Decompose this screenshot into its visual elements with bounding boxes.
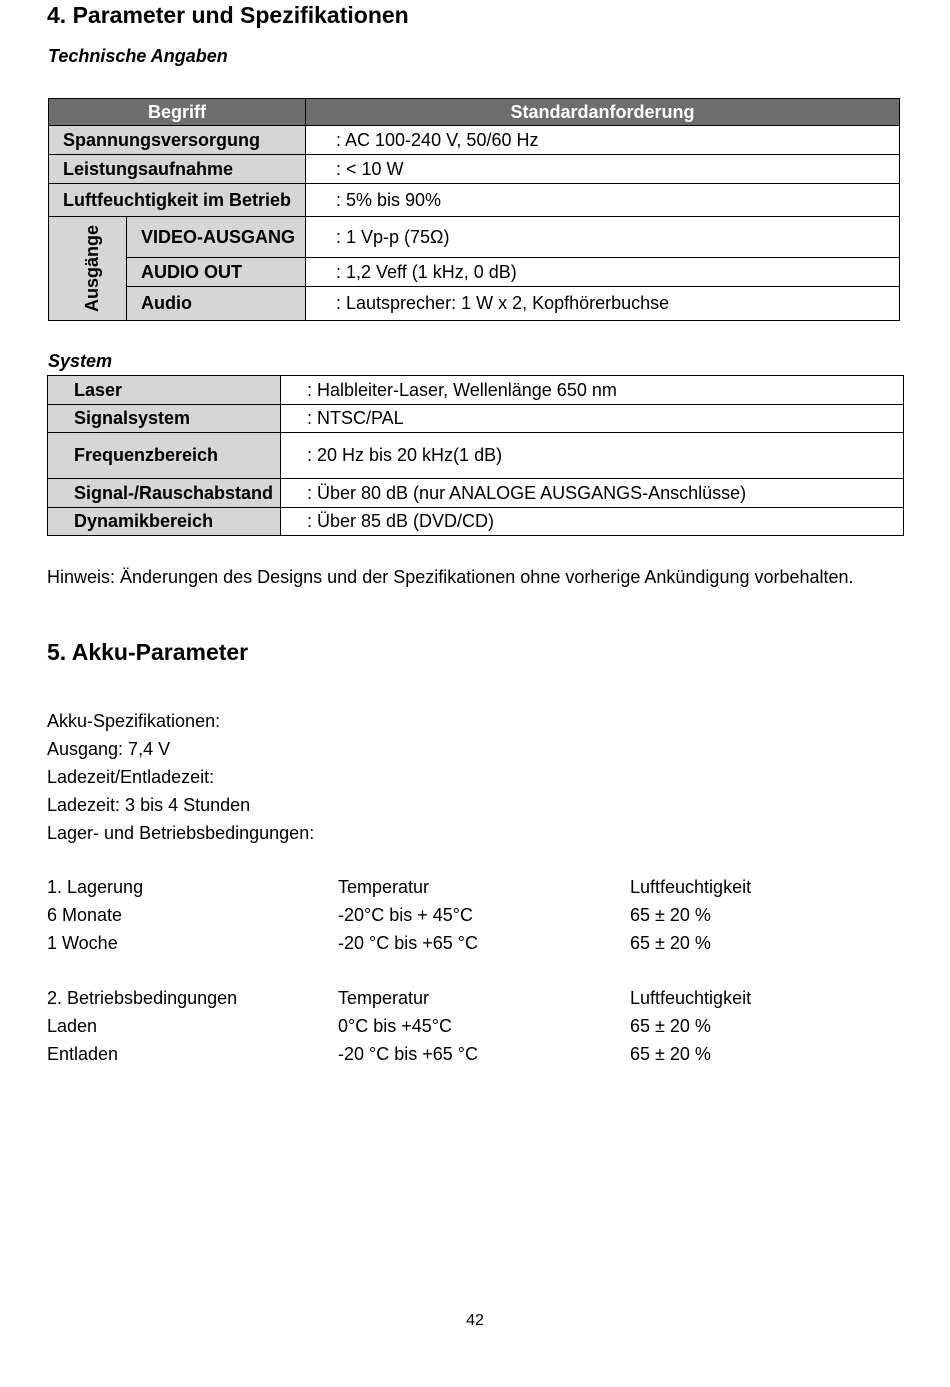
system-table bbox=[47, 375, 904, 536]
list-item bbox=[47, 873, 907, 901]
storage-cell: 1. Lagerung bbox=[47, 877, 144, 897]
column-header-requirement: Standardanforderung bbox=[306, 99, 900, 126]
column-header-term: Begriff bbox=[49, 99, 306, 126]
storage-conditions bbox=[47, 873, 907, 957]
row-term: Frequenzbereich bbox=[48, 433, 281, 479]
technical-data-heading: Technische Angaben bbox=[48, 46, 228, 66]
row-value: : 1 Vp-p (75Ω) bbox=[306, 217, 900, 258]
table-row bbox=[48, 376, 904, 405]
table-row bbox=[49, 184, 900, 217]
table-row bbox=[48, 508, 904, 536]
operation-cell: Entladen bbox=[47, 1044, 119, 1064]
operation-cell: Luftfeuchtigkeit bbox=[630, 988, 752, 1008]
storage-cell: 65 ± 20 % bbox=[630, 933, 711, 953]
row-term: Laser bbox=[48, 376, 281, 405]
table-row bbox=[48, 433, 904, 479]
row-term: Spannungsversorgung bbox=[49, 126, 306, 155]
table-row bbox=[48, 479, 904, 508]
table-row bbox=[49, 155, 900, 184]
battery-spec-line: Ladezeit: 3 bis 4 Stunden bbox=[47, 795, 251, 815]
list-item bbox=[47, 984, 907, 1012]
battery-spec-line: Akku-Spezifikationen: bbox=[47, 711, 221, 731]
row-value: : Halbleiter-Laser, Wellenlänge 650 nm bbox=[281, 376, 904, 405]
storage-cell: 65 ± 20 % bbox=[630, 905, 711, 925]
row-value: : AC 100-240 V, 50/60 Hz bbox=[306, 126, 900, 155]
list-item bbox=[47, 1040, 907, 1068]
storage-cell: Luftfeuchtigkeit bbox=[630, 877, 752, 897]
technical-data-table bbox=[48, 98, 900, 321]
storage-cell: -20°C bis + 45°C bbox=[338, 905, 473, 925]
battery-spec-line: Ladezeit/Entladezeit: bbox=[47, 767, 215, 787]
operating-conditions bbox=[47, 984, 907, 1068]
storage-cell: Temperatur bbox=[338, 877, 430, 897]
operation-cell: -20 °C bis +65 °C bbox=[338, 1044, 478, 1064]
row-value: : Über 80 dB (nur ANALOGE AUSGANGS-Anschlüsse) bbox=[281, 479, 904, 508]
storage-cell: 1 Woche bbox=[47, 933, 118, 953]
operation-cell: 0°C bis +45°C bbox=[338, 1016, 452, 1036]
outputs-group-text: Ausgänge bbox=[82, 224, 103, 313]
battery-spec-line: Ausgang: 7,4 V bbox=[47, 739, 171, 759]
storage-cell: 6 Monate bbox=[47, 905, 123, 925]
row-value: : < 10 W bbox=[306, 155, 900, 184]
battery-spec-line: Lager- und Betriebsbedingungen: bbox=[47, 823, 315, 843]
storage-cell: -20 °C bis +65 °C bbox=[338, 933, 478, 953]
row-value: : Über 85 dB (DVD/CD) bbox=[281, 508, 904, 536]
table-row bbox=[49, 126, 900, 155]
operation-cell: 2. Betriebsbedingungen bbox=[47, 988, 238, 1008]
section-4-heading: 4. Parameter und Spezifikationen bbox=[47, 2, 409, 28]
table-row bbox=[49, 217, 900, 258]
row-term: Luftfeuchtigkeit im Betrieb bbox=[49, 184, 306, 217]
operation-cell: 65 ± 20 % bbox=[630, 1016, 711, 1036]
list-item bbox=[47, 929, 907, 957]
row-value: : NTSC/PAL bbox=[281, 405, 904, 433]
row-value: : 1,2 Veff (1 kHz, 0 dB) bbox=[306, 258, 900, 287]
row-value: : 5% bis 90% bbox=[306, 184, 900, 217]
row-term: Dynamikbereich bbox=[48, 508, 281, 536]
page-number: 42 bbox=[466, 1312, 484, 1329]
row-value: : 20 Hz bis 20 kHz(1 dB) bbox=[281, 433, 904, 479]
row-term: AUDIO OUT bbox=[127, 258, 306, 287]
operation-cell: Temperatur bbox=[338, 988, 430, 1008]
row-term: Signal-/Rauschabstand bbox=[48, 479, 281, 508]
row-value: : Lautsprecher: 1 W x 2, Kopfhörerbuchse bbox=[306, 287, 900, 321]
operation-cell: 65 ± 20 % bbox=[630, 1044, 711, 1064]
table-row bbox=[49, 258, 900, 287]
battery-spec-lines bbox=[47, 707, 314, 847]
row-term: VIDEO-AUSGANG bbox=[127, 217, 306, 258]
system-heading: System bbox=[48, 351, 113, 371]
row-term: Audio bbox=[127, 287, 306, 321]
table-row bbox=[48, 405, 904, 433]
list-item bbox=[47, 1012, 907, 1040]
operation-cell: Laden bbox=[47, 1016, 98, 1036]
table-row bbox=[49, 287, 900, 321]
row-term: Signalsystem bbox=[48, 405, 281, 433]
list-item bbox=[47, 901, 907, 929]
section-5-heading: 5. Akku-Parameter bbox=[47, 639, 249, 665]
outputs-group-label bbox=[49, 217, 127, 321]
row-term: Leistungsaufnahme bbox=[49, 155, 306, 184]
disclaimer-note: Hinweis: Änderungen des Designs und der Spezifikationen ohne vorherige Ankündigung vorbehalten. bbox=[47, 567, 854, 587]
